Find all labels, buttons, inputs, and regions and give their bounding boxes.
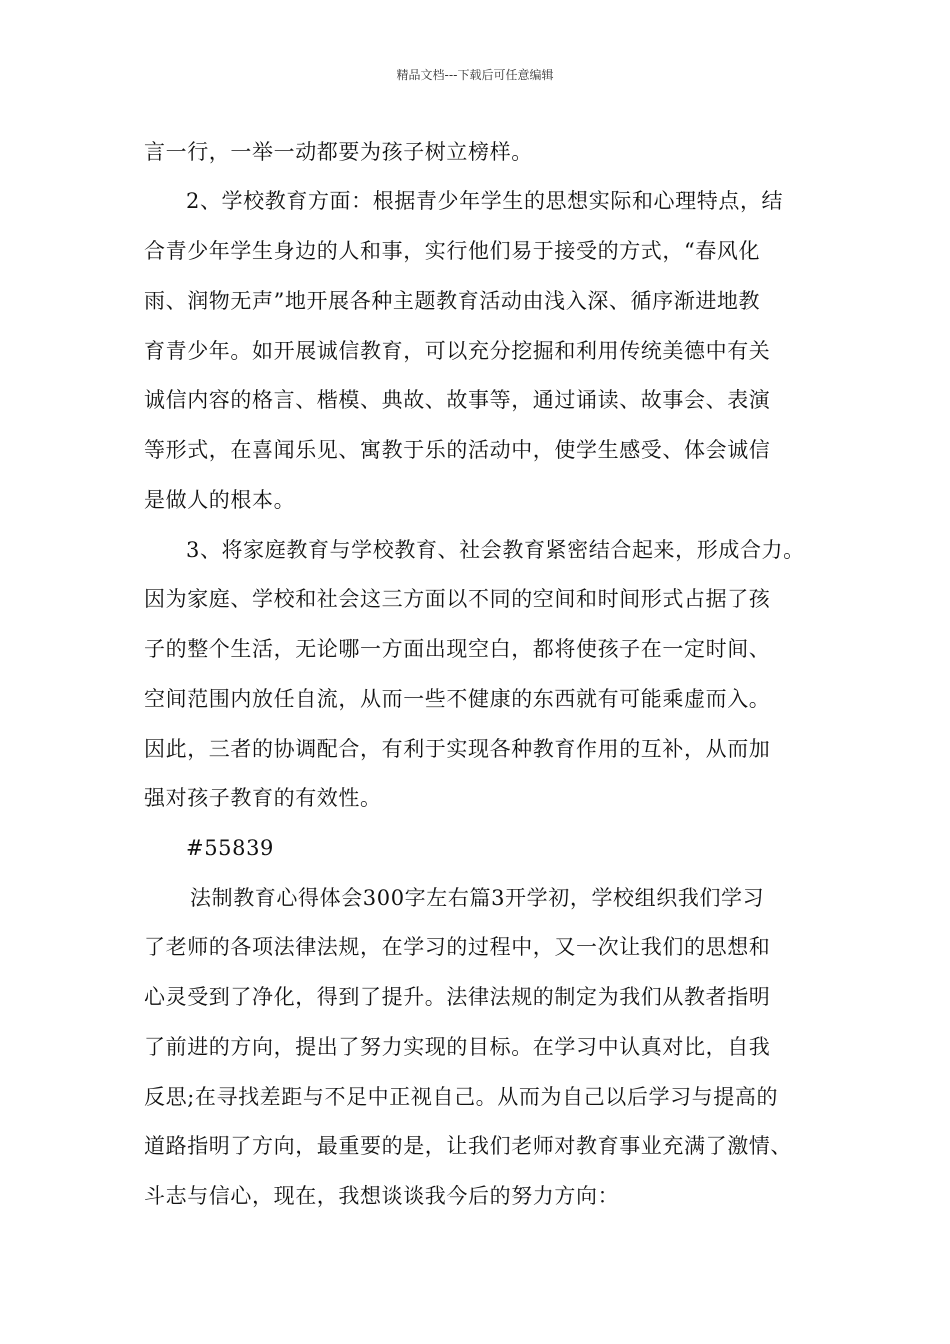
body-text-line: 雨、润物无声”地开展各种主题教育活动由浅入深、循序渐进地教 [144, 289, 761, 313]
body-text-line: 子的整个生活，无论哪一方面出现空白，都将使孩子在一定时间、 [144, 637, 771, 661]
body-text-line: 言一行，一举一动都要为孩子树立榜样。 [144, 140, 533, 164]
body-text-line: 等形式，在喜闻乐见、寓教于乐的活动中，使学生感受、体会诚信 [144, 438, 771, 462]
body-text-line: 诚信内容的格言、楷模、典故、故事等，通过诵读、故事会、表演 [144, 388, 771, 412]
body-text-line: 心灵受到了净化，得到了提升。法律法规的制定为我们从教者指明 [144, 985, 771, 1009]
page-header: 精品文档---下载后可任意编辑 [396, 68, 554, 82]
body-text-line: 2、学校教育方面：根据青少年学生的思想实际和心理特点，结 [186, 189, 784, 213]
body-text-line: 育青少年。如开展诚信教育，可以充分挖掘和利用传统美德中有关 [144, 339, 771, 363]
section-marker: #55839 [186, 836, 274, 860]
body-text-line: 法制教育心得体会300字左右篇3开学初，学校组织我们学习 [190, 886, 765, 910]
body-text-line: 是做人的根本。 [144, 488, 296, 512]
body-text-line: 道路指明了方向，最重要的是，让我们老师对教育事业充满了激情、 [144, 1134, 792, 1158]
body-text-line: 因为家庭、学校和社会这三方面以不同的空间和时间形式占据了孩 [144, 587, 771, 611]
body-text-line: 因此，三者的协调配合，有利于实现各种教育作用的互补，从而加 [144, 737, 771, 761]
body-text-line: 了老师的各项法律法规，在学习的过程中，又一次让我们的思想和 [144, 935, 771, 959]
body-text-line: 反思;在寻找差距与不足中正视自己。从而为自己以后学习与提高的 [144, 1085, 779, 1109]
body-text-line: 斗志与信心，现在，我想谈谈我今后的努力方向： [144, 1184, 620, 1208]
body-text-line: 合青少年学生身边的人和事，实行他们易于接受的方式，“春风化 [144, 239, 761, 263]
body-text-line: 了前进的方向，提出了努力实现的目标。在学习中认真对比，自我 [144, 1035, 771, 1059]
body-text-line: 3、将家庭教育与学校教育、社会教育紧密结合起来，形成合力。 [186, 538, 805, 562]
body-text-line: 强对孩子教育的有效性。 [144, 786, 382, 810]
body-text-line: 空间范围内放任自流，从而一些不健康的东西就有可能乘虚而入。 [144, 687, 771, 711]
